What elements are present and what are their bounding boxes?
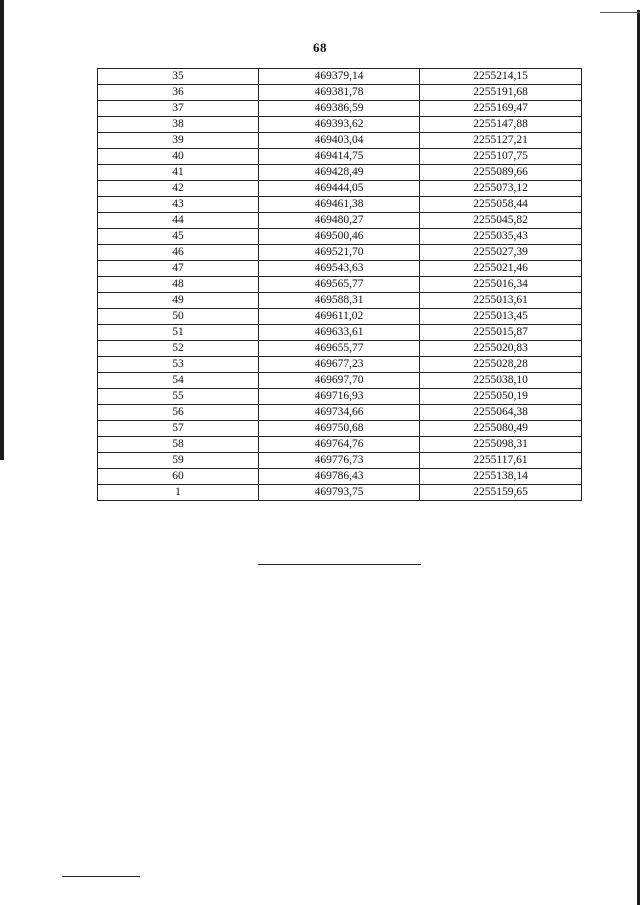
table-row <box>98 357 582 373</box>
x-coordinate-cell: 469461,38 <box>259 197 420 213</box>
point-number-cell: 36 <box>98 85 259 101</box>
y-coordinate-cell: 2255117,61 <box>420 453 582 469</box>
y-coordinate-cell: 2255191,68 <box>420 85 582 101</box>
y-coordinate-cell: 2255089,66 <box>420 165 582 181</box>
y-coordinate-cell: 2255138,14 <box>420 469 582 485</box>
point-number-cell: 50 <box>98 309 259 325</box>
y-coordinate-cell: 2255028,28 <box>420 357 582 373</box>
point-number-cell: 46 <box>98 245 259 261</box>
point-number-cell: 40 <box>98 149 259 165</box>
table-row <box>98 229 582 245</box>
x-coordinate-cell: 469480,27 <box>259 213 420 229</box>
y-coordinate-cell: 2255073,12 <box>420 181 582 197</box>
table-row <box>98 149 582 165</box>
table-row <box>98 181 582 197</box>
point-number-cell: 35 <box>98 69 259 85</box>
point-number-cell: 51 <box>98 325 259 341</box>
point-number-cell: 47 <box>98 261 259 277</box>
table-row <box>98 485 582 501</box>
point-number-cell: 38 <box>98 117 259 133</box>
y-coordinate-cell: 2255058,44 <box>420 197 582 213</box>
table-row <box>98 453 582 469</box>
y-coordinate-cell: 2255038,10 <box>420 373 582 389</box>
point-number-cell: 43 <box>98 197 259 213</box>
y-coordinate-cell: 2255013,45 <box>420 309 582 325</box>
x-coordinate-cell: 469444,05 <box>259 181 420 197</box>
y-coordinate-cell: 2255020,83 <box>420 341 582 357</box>
y-coordinate-cell: 2255021,46 <box>420 261 582 277</box>
table-row <box>98 245 582 261</box>
y-coordinate-cell: 2255098,31 <box>420 437 582 453</box>
point-number-cell: 44 <box>98 213 259 229</box>
y-coordinate-cell: 2255015,87 <box>420 325 582 341</box>
point-number-cell: 57 <box>98 421 259 437</box>
x-coordinate-cell: 469414,75 <box>259 149 420 165</box>
y-coordinate-cell: 2255016,34 <box>420 277 582 293</box>
point-number-cell: 53 <box>98 357 259 373</box>
point-number-cell: 60 <box>98 469 259 485</box>
table-row <box>98 277 582 293</box>
point-number-cell: 1 <box>98 485 259 501</box>
point-number-cell: 42 <box>98 181 259 197</box>
y-coordinate-cell: 2255064,38 <box>420 405 582 421</box>
x-coordinate-cell: 469697,70 <box>259 373 420 389</box>
y-coordinate-cell: 2255147,88 <box>420 117 582 133</box>
y-coordinate-cell: 2255050,19 <box>420 389 582 405</box>
table-row <box>98 373 582 389</box>
table-row <box>98 421 582 437</box>
scan-edge-top-right <box>600 12 640 13</box>
table-row <box>98 325 582 341</box>
table-row <box>98 133 582 149</box>
y-coordinate-cell: 2255013,61 <box>420 293 582 309</box>
point-number-cell: 41 <box>98 165 259 181</box>
x-coordinate-cell: 469633,61 <box>259 325 420 341</box>
page-number: 68 <box>313 40 327 55</box>
x-coordinate-cell: 469716,93 <box>259 389 420 405</box>
y-coordinate-cell: 2255107,75 <box>420 149 582 165</box>
table-row <box>98 293 582 309</box>
x-coordinate-cell: 469403,04 <box>259 133 420 149</box>
x-coordinate-cell: 469428,49 <box>259 165 420 181</box>
x-coordinate-cell: 469750,68 <box>259 421 420 437</box>
table-row <box>98 469 582 485</box>
x-coordinate-cell: 469677,23 <box>259 357 420 373</box>
x-coordinate-cell: 469734,66 <box>259 405 420 421</box>
x-coordinate-cell: 469764,76 <box>259 437 420 453</box>
x-coordinate-cell: 469381,78 <box>259 85 420 101</box>
table-row <box>98 165 582 181</box>
x-coordinate-cell: 469386,59 <box>259 101 420 117</box>
point-number-cell: 37 <box>98 101 259 117</box>
point-number-cell: 39 <box>98 133 259 149</box>
point-number-cell: 49 <box>98 293 259 309</box>
x-coordinate-cell: 469521,70 <box>259 245 420 261</box>
coordinates-table <box>97 68 582 501</box>
x-coordinate-cell: 469393,62 <box>259 117 420 133</box>
point-number-cell: 56 <box>98 405 259 421</box>
x-coordinate-cell: 469379,14 <box>259 69 420 85</box>
x-coordinate-cell: 469500,46 <box>259 229 420 245</box>
x-coordinate-cell: 469776,73 <box>259 453 420 469</box>
table-row <box>98 309 582 325</box>
scan-edge-left <box>0 0 4 460</box>
y-coordinate-cell: 2255159,65 <box>420 485 582 501</box>
point-number-cell: 54 <box>98 373 259 389</box>
table-row <box>98 101 582 117</box>
x-coordinate-cell: 469565,77 <box>259 277 420 293</box>
point-number-cell: 52 <box>98 341 259 357</box>
point-number-cell: 48 <box>98 277 259 293</box>
table-row <box>98 197 582 213</box>
table-row <box>98 69 582 85</box>
coordinates-table-body <box>98 69 582 501</box>
footnote-rule <box>62 876 140 877</box>
y-coordinate-cell: 2255045,82 <box>420 213 582 229</box>
y-coordinate-cell: 2255027,39 <box>420 245 582 261</box>
table-row <box>98 341 582 357</box>
table-row <box>98 85 582 101</box>
table-row <box>98 213 582 229</box>
y-coordinate-cell: 2255169,47 <box>420 101 582 117</box>
table-row <box>98 117 582 133</box>
y-coordinate-cell: 2255127,21 <box>420 133 582 149</box>
table-row <box>98 389 582 405</box>
x-coordinate-cell: 469655,77 <box>259 341 420 357</box>
table-row <box>98 405 582 421</box>
point-number-cell: 45 <box>98 229 259 245</box>
end-of-table-rule <box>258 564 421 565</box>
x-coordinate-cell: 469793,75 <box>259 485 420 501</box>
x-coordinate-cell: 469543,63 <box>259 261 420 277</box>
x-coordinate-cell: 469588,31 <box>259 293 420 309</box>
y-coordinate-cell: 2255214,15 <box>420 69 582 85</box>
table-row <box>98 261 582 277</box>
x-coordinate-cell: 469786,43 <box>259 469 420 485</box>
y-coordinate-cell: 2255080,49 <box>420 421 582 437</box>
point-number-cell: 59 <box>98 453 259 469</box>
point-number-cell: 55 <box>98 389 259 405</box>
x-coordinate-cell: 469611,02 <box>259 309 420 325</box>
y-coordinate-cell: 2255035,43 <box>420 229 582 245</box>
point-number-cell: 58 <box>98 437 259 453</box>
table-row <box>98 437 582 453</box>
